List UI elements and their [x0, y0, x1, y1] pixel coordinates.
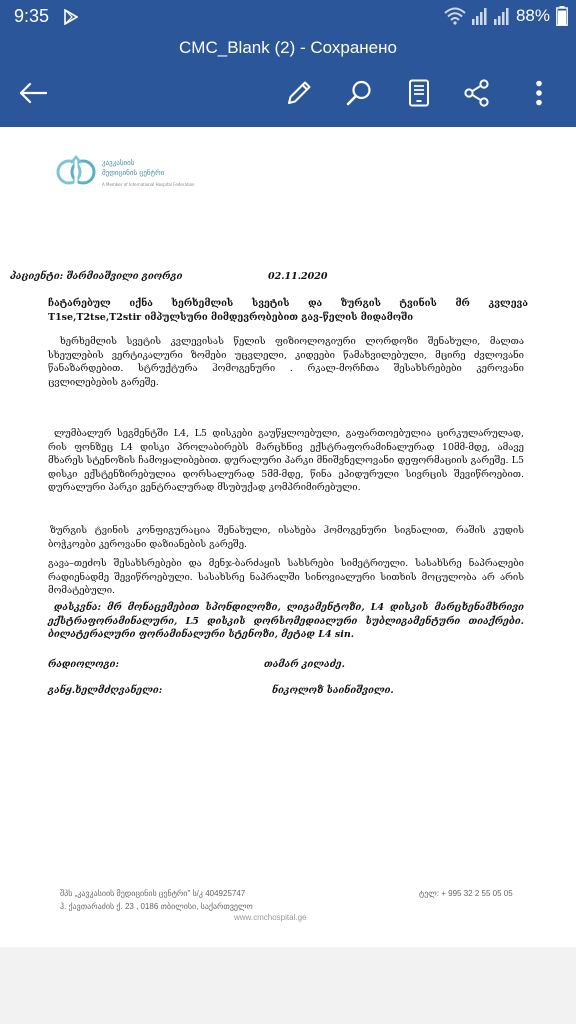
heading-line1: ჩატარებულ იქნა ხერხემლის სვეტის და ზურგის ტვინის მრ კვლევა: [48, 298, 528, 309]
back-button[interactable]: [16, 76, 50, 110]
logo-line3: A Member of International Hospital Federation: [102, 182, 195, 187]
signal-icon-2: [494, 7, 510, 25]
report-date: 02.11.2020: [268, 271, 328, 282]
document-title: CMC_Blank (2) - Сохранено: [179, 38, 397, 57]
wifi-icon: [444, 7, 466, 25]
status-bar: [0, 0, 576, 34]
more-vertical-icon: [535, 80, 543, 106]
footer-address: ჰ. ქავთარაძის ქ. 23 , 0186 თბილისი, საქართველო: [60, 902, 253, 911]
cmc-logo-icon: [54, 151, 98, 195]
document-page: [0, 127, 576, 947]
share-button[interactable]: [460, 76, 494, 110]
director-label: განყ.ხელმძღვანელი:: [48, 685, 163, 696]
logo-line2: მედიცინის ცენტრი: [102, 169, 165, 177]
footer-website: www.cmchospital.ge: [234, 913, 307, 922]
heading-line2: T1se,T2tse,T2stir იმპულსური მიმდევრობებით გავ-წელის მიდამოში: [48, 312, 414, 323]
logo-line1: კავკასიის: [102, 159, 135, 167]
search-button[interactable]: [342, 76, 376, 110]
pencil-icon: [285, 79, 313, 107]
conclusion-paragraph: დასკვნა: მრ მონაცემებით სპონდილოზი, ლიგამენტოზი, L4 დისკის მარცხენამხრივი ექსტრაფორამინალური, L5 დისკის დორსომედიალური სუბლიგამენტური თიაქრები. ბილატერალური ფორამინალური სტენოზი, მეტად L4 sin.: [48, 602, 524, 641]
patient-label: პაციენტი: შარმიაშვილი გიორგი: [10, 271, 183, 282]
app-toolbar: [0, 34, 576, 127]
battery-icon: [556, 6, 568, 26]
findings-paragraph-1: ხერხემლის სვეტის კვლევისას წელის ფიზიოლოგიური ლორდოზი შენახული, მალთა სხეულების ვერტიკალური ზომები უცვლელი, კიდეები წამახვილებული, მცირე ძვლოვანი წანაზარდებით. სტრუქტურა ჰომოგენური . რკალ-მორჩთა შესახსრებები კეროვანი ცვლილებების გარეშე.: [48, 336, 524, 388]
battery-percent: 88%: [515, 6, 550, 25]
reading-view-button[interactable]: [402, 76, 436, 110]
document-canvas[interactable]: [0, 127, 576, 947]
play-store-icon: [64, 9, 78, 25]
radiologist-name: თამარ კილაძე.: [264, 659, 345, 670]
search-icon: [345, 79, 373, 107]
status-right: [444, 6, 568, 26]
more-options-button[interactable]: [522, 76, 556, 110]
hospital-logo: [54, 149, 204, 199]
findings-paragraph-3: ზურგის ტვინის კონფიგურაცია შენახული, ისახება ჰომოგენური სიგნალით, რაშის კუდის ბოჭკოები კეროვანი დაზიანების გარეშე.: [48, 525, 524, 550]
edit-button[interactable]: [282, 76, 316, 110]
footer-company: შპს „კავკასიის მედიცინის ცენტრი" ს/კ 404925747: [60, 889, 246, 898]
signal-icon-1: [472, 7, 488, 25]
status-time: 9:35: [14, 6, 50, 26]
footer-phone: ტელ: + 995 32 2 55 05 05: [419, 889, 513, 898]
findings-paragraph-2: ლუმბალურ სეგმენტში L4, L5 დისკები გაუწყლოებული, გაფართოებულია ცირკულარულად, რის ფონზეც L4 დისკი პროლაბირებს მარცხნივ ექსტრაფორამინალურად 10მმ-მდე, ამავე მხარეს სტენოზის ჩამოყალიბებით. დურალური პარკი მნიშვნელოვანი დეფორმაციის გარეშე. L5 დისკი ექსტენზირებულია დორსალურად 5მმ-მდე, წინა ეპიდურული სივრცის შევიწროებით. დურალური პარკი ვენტრალურად მსუბუქად კომპრიმირებული.: [48, 428, 524, 494]
director-name: ნიკოლოზ საინიშვილი.: [272, 685, 394, 696]
bottom-area: [0, 947, 576, 1024]
mobile-view-icon: [408, 79, 430, 107]
share-icon: [463, 79, 491, 107]
back-arrow-icon: [19, 82, 47, 104]
radiologist-label: რადიოლოგი:: [48, 659, 120, 670]
findings-paragraph-4: გავა–თეძოს შესახსრებები და მენჯ-ბარძაყის სახსრები სიმეტრიული. სასახსრე ნაპრალები რადიენადმე შევიწროებული. სასახსრე ნაპრალში სინოვიალური სითხის მოცულობა არ არის მომატებული.: [48, 558, 524, 597]
